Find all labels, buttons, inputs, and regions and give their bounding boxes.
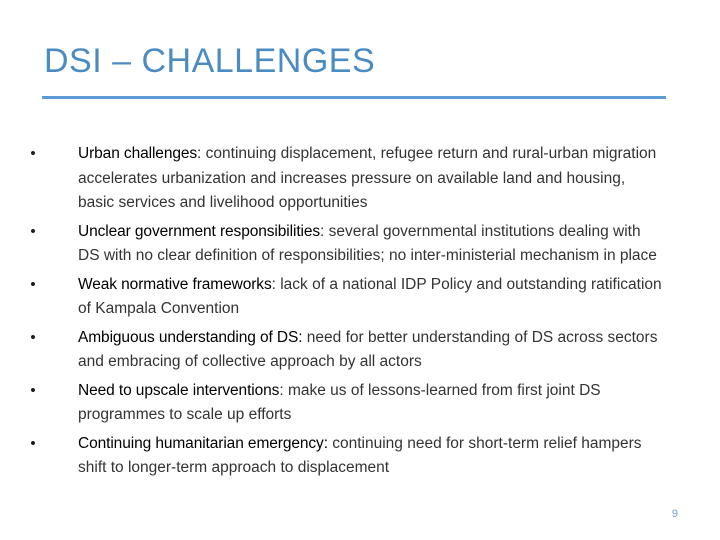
slide-title: DSI – CHALLENGES bbox=[44, 42, 376, 80]
bullet-term: Urban challenges bbox=[78, 145, 198, 162]
bullet-separator: : bbox=[279, 381, 288, 399]
bullet-term: Unclear government responsibilities bbox=[78, 222, 321, 240]
bullet-item-unclear-responsibilities bbox=[28, 220, 664, 269]
bullet-text: continuing need for short-term relief hampers shift to longer-term approach to displacement bbox=[78, 434, 642, 476]
bullet-item-urban-challenges bbox=[28, 142, 664, 216]
title-underline bbox=[42, 96, 666, 99]
bullet-text: lack of a national IDP Policy and outstanding ratification of Kampala Convention bbox=[78, 275, 662, 317]
bullet-separator: : bbox=[320, 222, 329, 240]
bullet-item-weak-frameworks bbox=[28, 273, 664, 322]
bullet-text: make us of lessons-learned from first joint DS programmes to scale up efforts bbox=[78, 381, 601, 423]
bullet-icon: • bbox=[30, 275, 36, 293]
bullet-separator: : bbox=[271, 275, 281, 293]
bullet-icon: • bbox=[30, 328, 36, 346]
bullet-text: need for better understanding of DS across sectors and embracing of collective approach by all actors bbox=[78, 328, 658, 370]
bullet-icon: • bbox=[30, 381, 36, 399]
bullet-icon: • bbox=[30, 434, 36, 452]
bullet-term: Continuing humanitarian emergency: bbox=[78, 434, 328, 452]
bullet-list bbox=[28, 142, 664, 481]
bullet-icon: • bbox=[30, 222, 36, 240]
bullet-item-ambiguous-understanding bbox=[28, 326, 664, 375]
bullet-item-upscale-interventions bbox=[28, 379, 664, 428]
bullet-separator: : bbox=[197, 145, 206, 162]
bullet-term: Weak normative frameworks bbox=[78, 275, 272, 293]
page-number: 9 bbox=[671, 508, 678, 520]
bullet-text: several governmental institutions dealing with DS with no clear definition of responsibilities; no inter-ministerial mechanism in place bbox=[78, 222, 657, 264]
bullet-term: Ambiguous understanding of DS: bbox=[78, 328, 303, 346]
bullet-item-humanitarian-emergency bbox=[28, 432, 664, 481]
bullet-text: continuing displacement, refugee return and rural-urban migration accelerates urbanization and increases pressure on available land and housing, basic services and livelihood opportunities bbox=[78, 145, 657, 211]
bullet-term: Need to upscale interventions bbox=[78, 381, 280, 399]
bullet-icon: • bbox=[30, 145, 36, 162]
